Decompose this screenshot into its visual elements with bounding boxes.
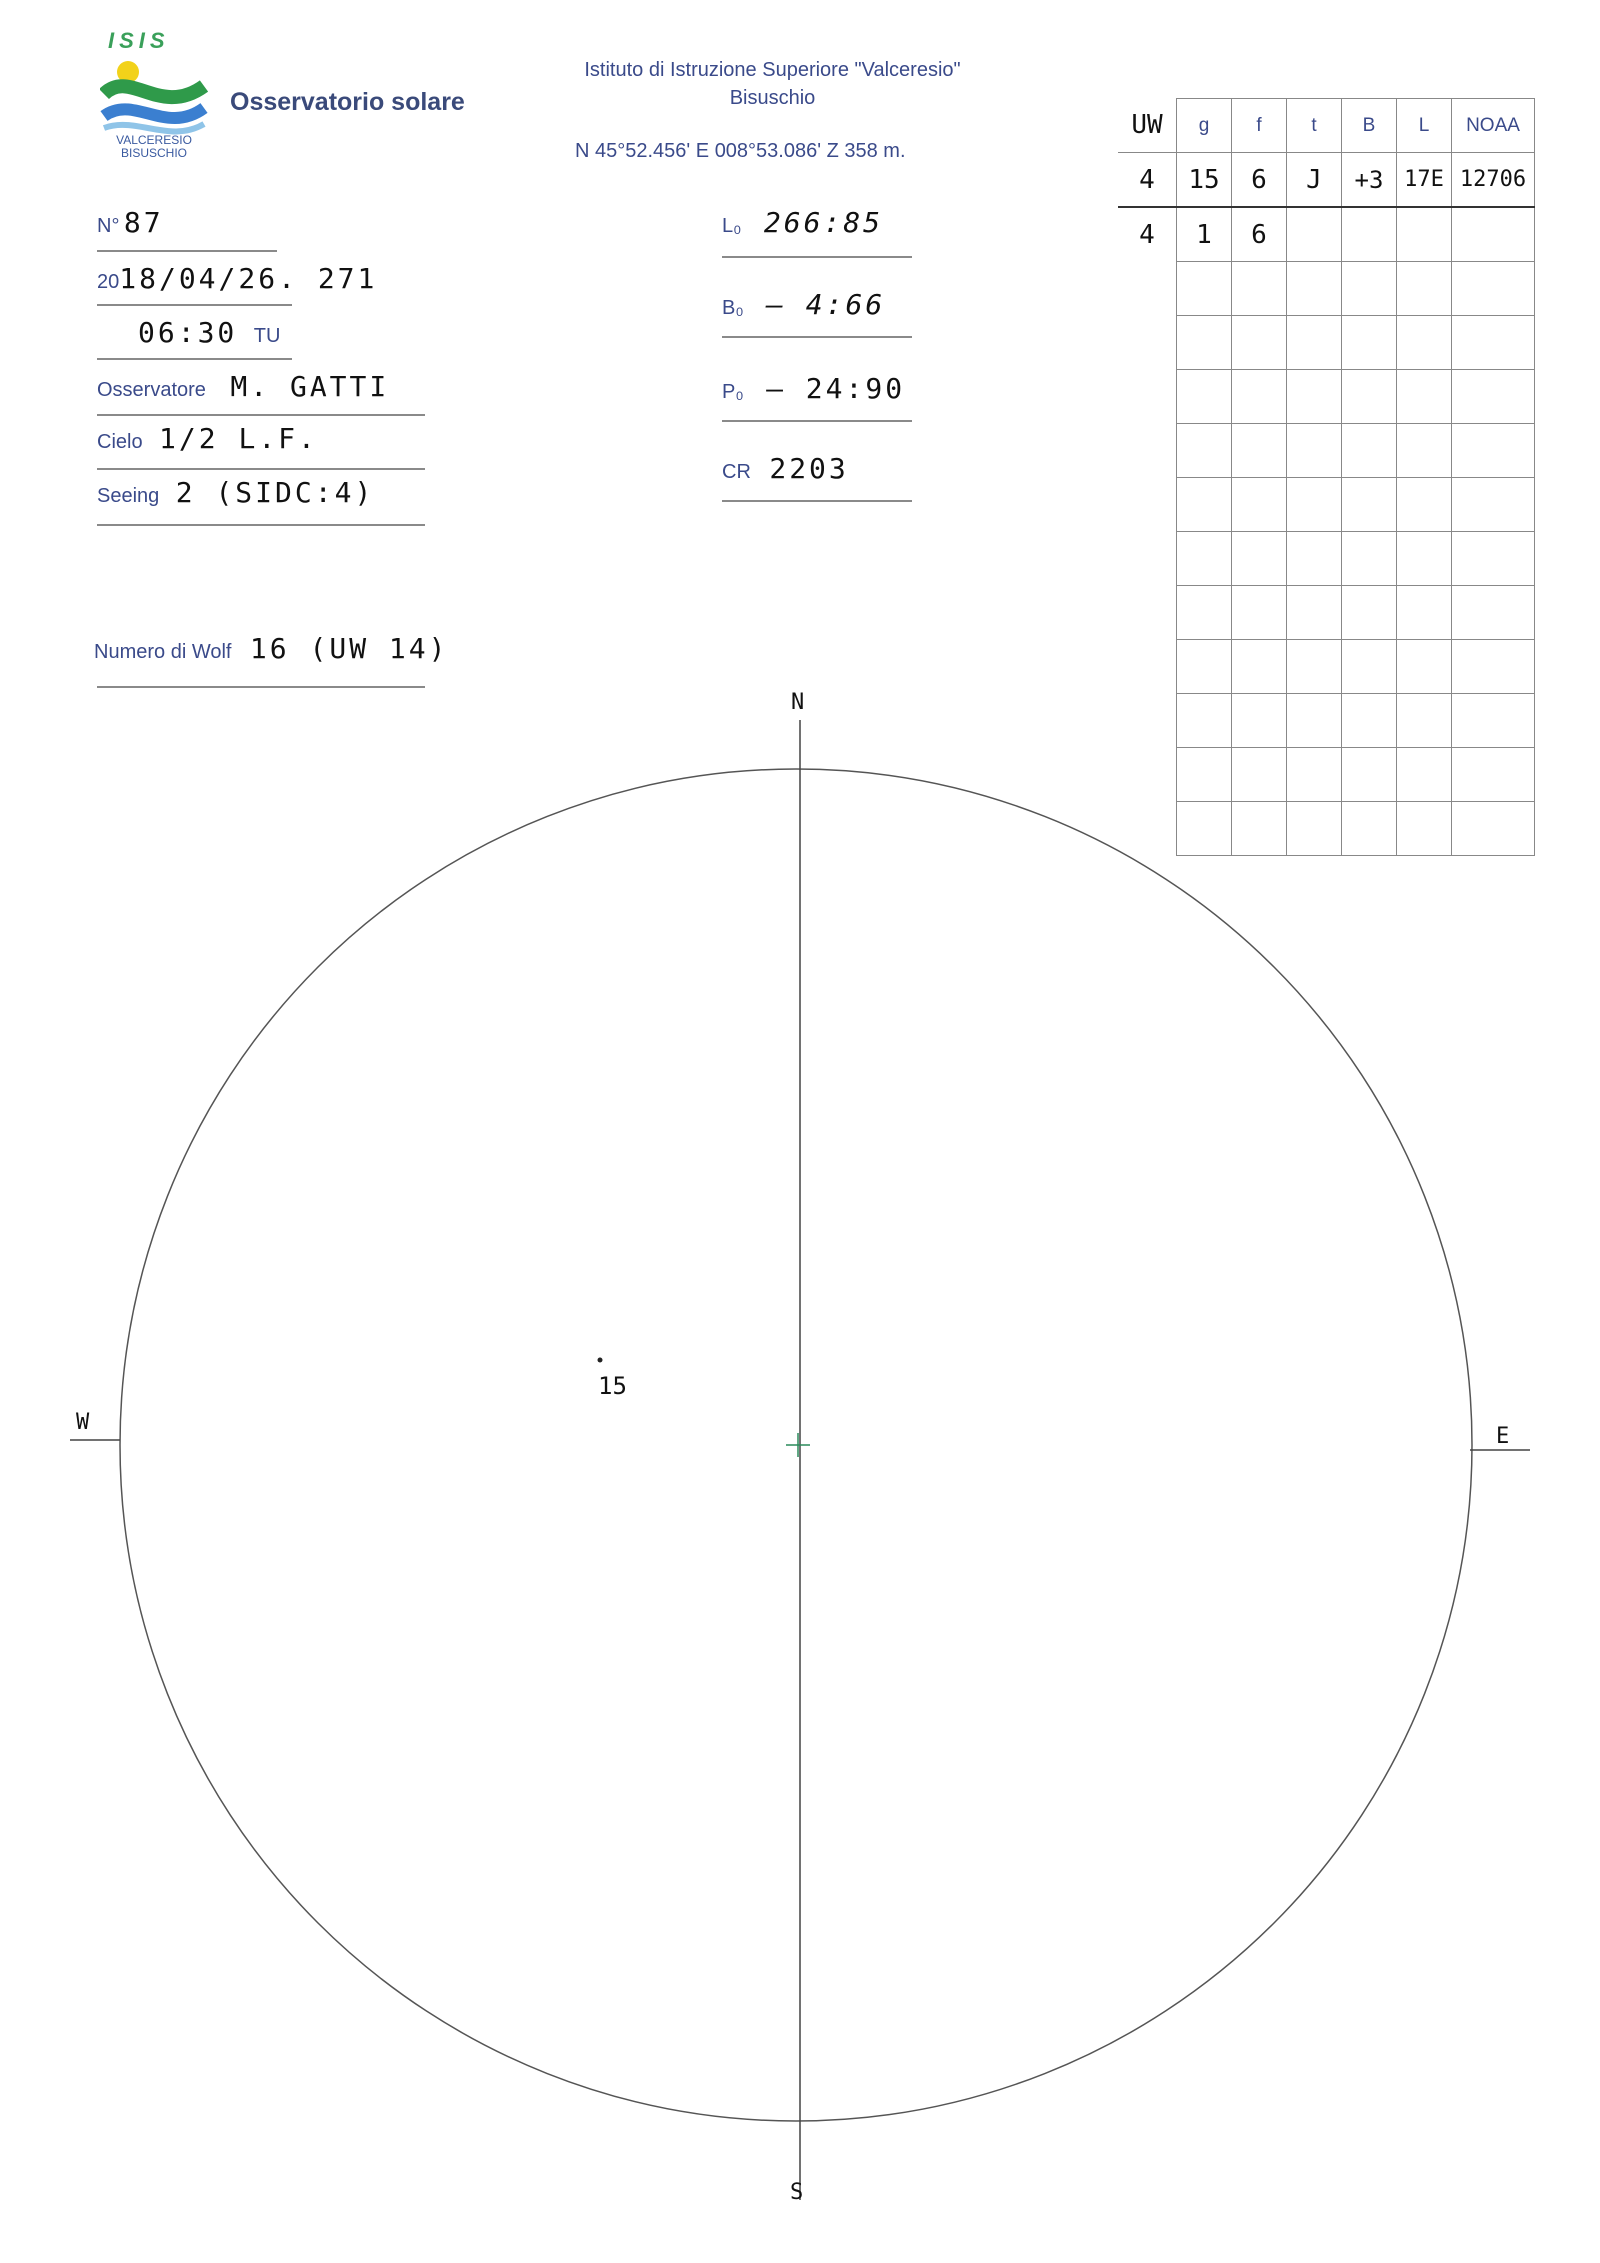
record-time-unit: TU bbox=[253, 325, 281, 347]
cr-value: 2203 bbox=[769, 452, 849, 485]
cell-uw: 4 bbox=[1118, 153, 1177, 208]
sunspot-group-15 bbox=[598, 1358, 603, 1363]
school-line1: Istituto di Istruzione Superiore "Valceresio" bbox=[584, 59, 961, 81]
p0-value: – 24:90 bbox=[766, 372, 906, 405]
header-t: t bbox=[1287, 99, 1342, 153]
cr-label: CR bbox=[722, 461, 751, 483]
observatory-title: Osservatorio solare bbox=[230, 88, 465, 116]
b0-label: B₀ bbox=[722, 297, 744, 319]
logo-subtitle-line1: VALCERESIO bbox=[116, 133, 192, 147]
header-uw: UW bbox=[1118, 99, 1177, 153]
logo-subtitle-line2: BISUSCHIO bbox=[120, 146, 187, 160]
l0-value: 266:85 bbox=[763, 206, 884, 239]
sky-label: Cielo bbox=[97, 431, 143, 453]
north-label: N bbox=[791, 690, 805, 715]
wolf-number-label: Numero di Wolf bbox=[94, 641, 232, 663]
p0-label: P₀ bbox=[722, 381, 744, 403]
sky-value: 1/2 L.F. bbox=[159, 422, 318, 455]
l0-label: L₀ bbox=[722, 215, 742, 237]
header-f: f bbox=[1232, 99, 1287, 153]
header-b: B bbox=[1342, 99, 1397, 153]
record-time-value: 06:30 bbox=[138, 316, 238, 349]
seeing-value: 2 (SIDC:4) bbox=[175, 476, 375, 509]
observer-label: Osservatore bbox=[97, 379, 206, 401]
cell-g: 15 bbox=[1177, 153, 1232, 208]
east-label: E bbox=[1496, 1424, 1510, 1449]
south-label: S bbox=[790, 2180, 804, 2205]
record-date-prefix: 20 bbox=[97, 271, 120, 293]
site-coordinates: N 45°52.456' E 008°53.086' Z 358 m. bbox=[575, 140, 906, 162]
logo-mark: ISIS bbox=[108, 28, 170, 53]
cell-b: +3 bbox=[1342, 153, 1397, 208]
cell-l: 17E bbox=[1397, 153, 1452, 208]
observer-value: M. GATTI bbox=[230, 370, 390, 403]
cell-f: 6 bbox=[1232, 207, 1287, 262]
record-number-label: N° bbox=[97, 215, 120, 237]
b0-value: – 4:66 bbox=[766, 288, 886, 321]
header-l: L bbox=[1397, 99, 1452, 153]
cell-f: 6 bbox=[1232, 153, 1287, 208]
school-line2: Bisuschio bbox=[729, 87, 816, 109]
cell-uw: 4 bbox=[1118, 207, 1177, 262]
seeing-label: Seeing bbox=[97, 485, 160, 507]
cell-g: 1 bbox=[1177, 207, 1232, 262]
cell-t: J bbox=[1287, 153, 1342, 208]
header-g: g bbox=[1177, 99, 1232, 153]
wolf-number-value: 16 (UW 14) bbox=[249, 632, 449, 665]
header-noaa: NOAA bbox=[1452, 99, 1535, 153]
record-date-value: 18/04/26. 271 bbox=[119, 262, 378, 295]
sunspot-label: 15 bbox=[598, 1372, 627, 1400]
record-number-value: 87 bbox=[123, 206, 164, 239]
west-label: W bbox=[76, 1410, 90, 1435]
cell-noaa: 12706 bbox=[1452, 153, 1535, 208]
